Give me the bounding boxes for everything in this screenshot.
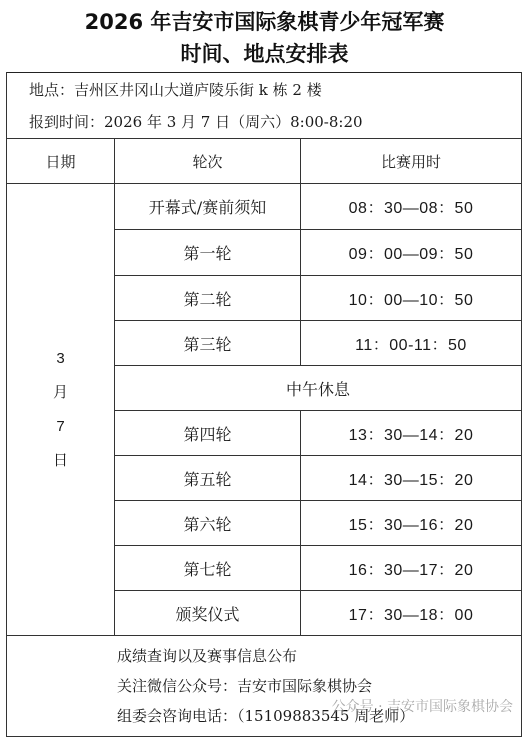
- round-cell: 第三轮: [115, 321, 301, 366]
- time-cell: 09：00—09：50: [301, 230, 522, 276]
- footer-wechat-line: 关注微信公众号：吉安市国际象棋协会: [117, 677, 373, 695]
- round-cell: 第六轮: [115, 501, 301, 546]
- time-cell: 16：30—17：20: [301, 546, 522, 591]
- time-cell: 11：00-11：50: [301, 321, 522, 366]
- round-cell: 第四轮: [115, 411, 301, 456]
- round-cell: 第一轮: [115, 230, 301, 276]
- round-cell: 第二轮: [115, 276, 301, 321]
- time-cell: 17：30—18：00: [301, 591, 522, 636]
- time-cell: 13：30—14：20: [301, 411, 522, 456]
- schedule-table: [6, 72, 522, 737]
- watermark: 公众号 · 吉安市国际象棋协会: [331, 699, 513, 715]
- page-title: 2026 年吉安市国际象棋青少年冠军赛: [84, 10, 445, 34]
- date-char: 日: [52, 451, 68, 469]
- header-date: 日期: [7, 139, 115, 184]
- checkin-time-text: 报到时间：2026 年 3 月 7 日（周六）8:00-8:20: [7, 105, 522, 139]
- page-subtitle: 时间、地点安排表: [180, 42, 349, 66]
- location-text: 地点：吉州区井冈山大道庐陵乐街 k 栋 2 楼: [7, 73, 522, 106]
- round-cell: 颁奖仪式: [115, 591, 301, 636]
- lunch-break: 中午休息: [115, 366, 522, 411]
- time-cell: 10：00—10：50: [301, 276, 522, 321]
- date-char: 7: [56, 417, 65, 435]
- time-cell: 15：30—16：20: [301, 501, 522, 546]
- time-cell: 08：30—08：50: [301, 184, 522, 230]
- date-char: 3: [56, 349, 65, 367]
- round-cell: 开幕式/赛前须知: [115, 184, 301, 230]
- footer-phone-line: 组委会咨询电话：（15109883545 周老师）: [117, 707, 415, 725]
- header-round: 轮次: [115, 139, 301, 184]
- round-cell: 第五轮: [115, 456, 301, 501]
- date-cell: [7, 184, 115, 636]
- footer-info: [7, 636, 522, 737]
- footer-results-line: 成绩查询以及赛事信息公布: [117, 647, 298, 665]
- round-cell: 第七轮: [115, 546, 301, 591]
- date-char: 月: [52, 383, 68, 401]
- time-cell: 14：30—15：20: [301, 456, 522, 501]
- header-time: 比赛用时: [301, 139, 522, 184]
